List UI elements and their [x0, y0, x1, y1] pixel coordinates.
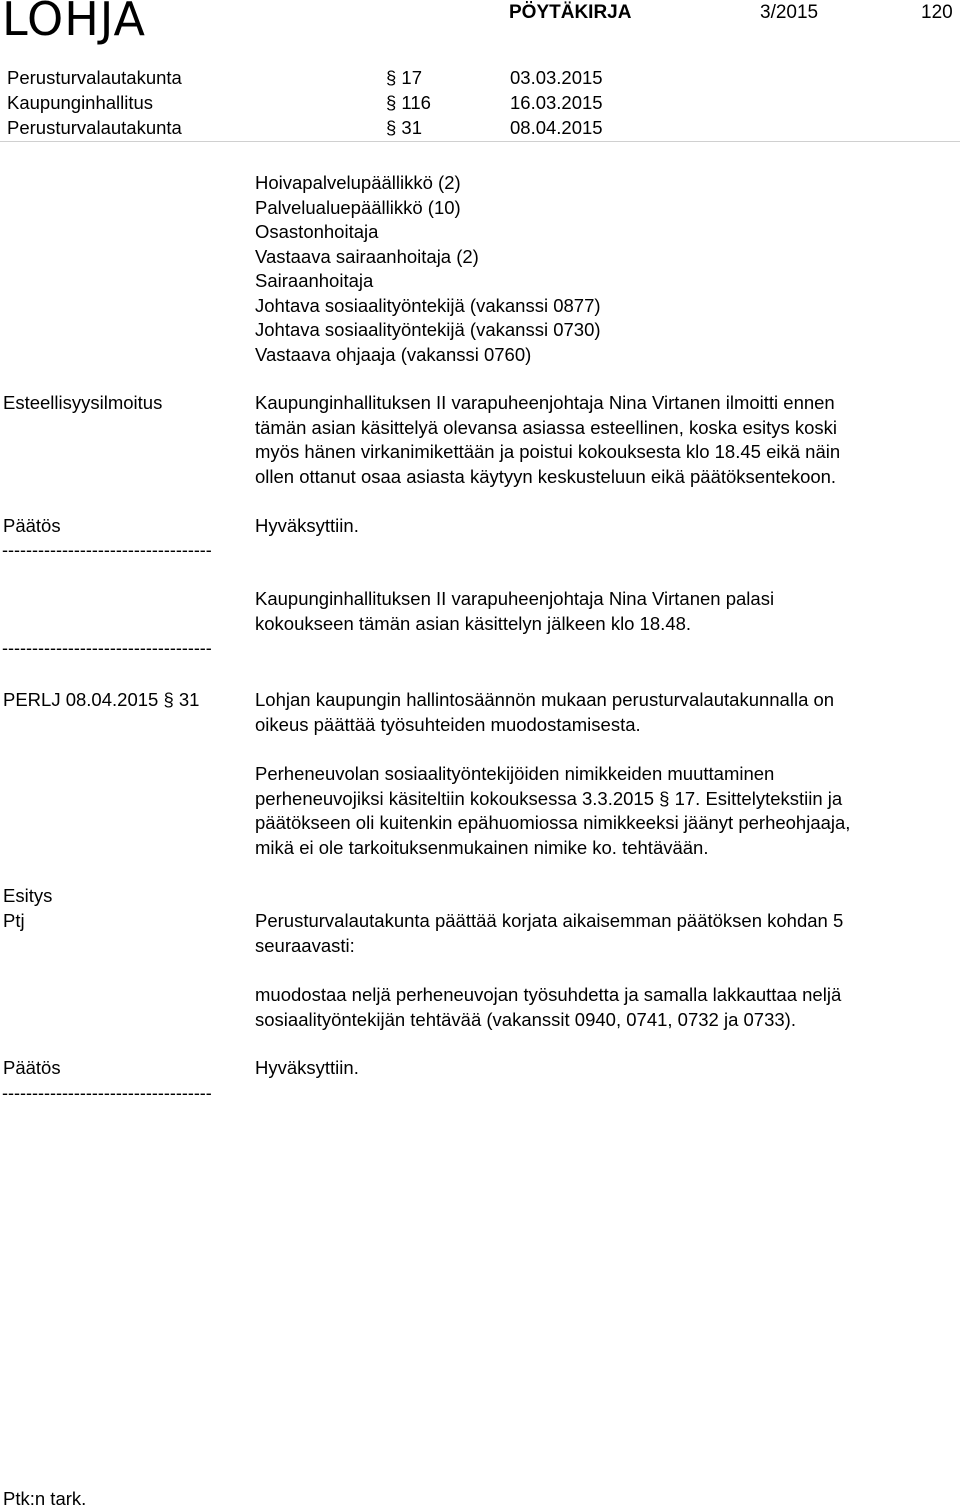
decision-label: Päätös — [3, 1057, 61, 1078]
proposal-label: Esitys — [3, 885, 53, 906]
decision-text: Hyväksyttiin. — [255, 1057, 359, 1078]
position-item: Johtava sosiaalityöntekijä (vakanssi 0877) — [255, 294, 601, 316]
text-line: sosiaalityöntekijän tehtävää (vakanssit 0940, 0741, 0732 ja 0733). — [255, 1008, 796, 1030]
footer-note: Ptk:n tark. — [3, 1488, 87, 1509]
proposer-label: Ptj — [3, 910, 25, 931]
page-number: 120 — [921, 2, 953, 23]
text-line: ollen ottanut osaa asiasta käytyyn keskusteluun eikä päätöksentekoon. — [255, 465, 837, 487]
municipality-logo: LOHJA — [2, 0, 147, 46]
position-item: Palvelualuepäällikkö (10) — [255, 196, 461, 218]
position-item: Vastaava sairaanhoitaja (2) — [255, 245, 479, 267]
position-item: Sairaanhoitaja — [255, 270, 374, 291]
text-line: Perusturvalautakunta päättää korjata aikaisemman päätöksen kohdan 5 — [255, 910, 844, 931]
text-line: seuraavasti: — [255, 934, 355, 956]
position-item: Osastonhoitaja — [255, 221, 379, 242]
proposal-paragraph-1 — [255, 909, 843, 958]
text-line: myös hänen virkanimikettään ja poistui kokouksesta klo 18.45 eikä näin — [255, 441, 841, 462]
separator-line: ----------------------------------- — [2, 1083, 212, 1103]
perlj-label: PERLJ 08.04.2015 § 31 — [3, 689, 200, 710]
reference-paragraph: § 116 — [386, 92, 431, 113]
reference-date: 03.03.2015 — [510, 67, 603, 88]
text-line: Perheneuvolan sosiaalityöntekijöiden nimikkeiden muuttaminen — [255, 763, 775, 784]
text-line: mikä ei ole tarkoituksenmukainen nimike ko. tehtävään. — [255, 836, 709, 858]
return-note — [255, 587, 774, 636]
document-number: 3/2015 — [760, 2, 819, 23]
proposal-paragraph-2 — [255, 983, 841, 1032]
reference-date: 16.03.2015 — [510, 92, 603, 113]
text-line: tämän asian käsittelyä olevansa asiassa esteellinen, koska esitys koski — [255, 416, 838, 438]
perlj-paragraph-2 — [255, 762, 850, 860]
position-item: Johtava sosiaalityöntekijä (vakanssi 0730) — [255, 319, 601, 340]
reference-paragraph: § 31 — [386, 117, 423, 138]
text-line: Lohjan kaupungin hallintosäännön mukaan perusturvalautakunnalla on — [255, 689, 835, 710]
text-line: muodostaa neljä perheneuvojan työsuhdetta ja samalla lakkauttaa neljä — [255, 984, 842, 1005]
text-line: päätökseen oli kuitenkin epähuomiossa nimikkeeksi jäänyt perheohjaaja, — [255, 812, 851, 833]
position-item: Vastaava ohjaaja (vakanssi 0760) — [255, 343, 532, 365]
reference-date: 08.04.2015 — [510, 117, 603, 138]
reference-paragraph: § 17 — [386, 67, 423, 88]
decision-label: Päätös — [3, 515, 61, 536]
text-line: oikeus päättää työsuhteiden muodostamisesta. — [255, 713, 641, 735]
position-item: Hoivapalvelupäällikkö (2) — [255, 172, 461, 193]
document-title: PÖYTÄKIRJA — [509, 2, 632, 23]
separator-line: ----------------------------------- — [2, 540, 212, 560]
disqualification-label: Esteellisyysilmoitus — [3, 392, 163, 413]
reference-body: Perusturvalautakunta — [7, 67, 182, 88]
text-line: Kaupunginhallituksen II varapuheenjohtaja Nina Virtanen ilmoitti ennen — [255, 392, 835, 413]
disqualification-text — [255, 391, 840, 489]
decision-text: Hyväksyttiin. — [255, 515, 359, 536]
separator-line: ----------------------------------- — [2, 638, 212, 658]
text-line: Kaupunginhallituksen II varapuheenjohtaja Nina Virtanen palasi — [255, 588, 775, 609]
reference-body: Perusturvalautakunta — [7, 117, 182, 138]
perlj-paragraph-1 — [255, 688, 834, 737]
text-line: kokoukseen tämän asian käsittelyn jälkeen klo 18.48. — [255, 612, 692, 634]
text-line: perheneuvojiksi käsiteltiin kokouksessa 3.3.2015 § 17. Esittelytekstiin ja — [255, 787, 843, 809]
reference-body: Kaupunginhallitus — [7, 92, 154, 113]
header-divider — [0, 141, 960, 142]
